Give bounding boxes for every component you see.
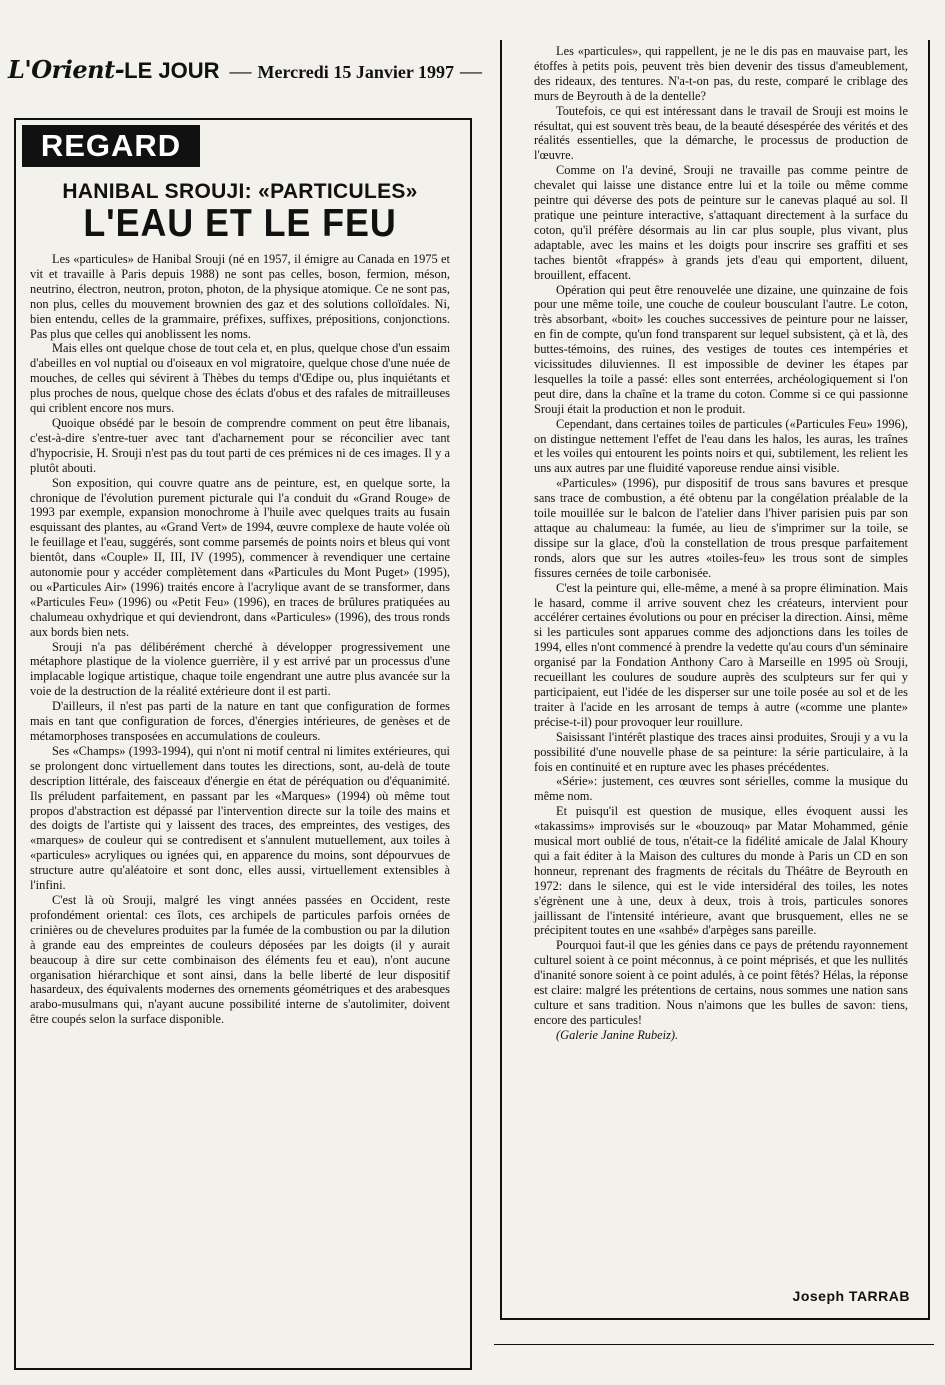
paragraph: D'ailleurs, il n'est pas parti de la nature en tant que configuration de formes mais en tant que configuration de forces, d'énergies intérieures, de genèses et de métamorphoses transposées en accumulations de couleurs. (30, 699, 450, 743)
paragraph: «Série»: justement, ces œuvres sont sérielles, comme la musique du même nom. (534, 774, 908, 804)
paragraph: Comme on l'a deviné, Srouji ne travaille pas comme peintre de chevalet qui laisse une distance entre lui et la toile ou même comme peintre qui déverse des pots de peinture sur le canevas plaqué au sol. Il pratique une peinture interactive, s'attaquant directement à la surface du coton, qu'il préfère désormais au lin car plus souple, plus vivant, plus adaptable, avec les mains et les doigts pour inscrire ses graffiti et ses taches bientôt «frappés» à grands jets d'eau qui emportent, diluent, brouillent, effacent. (534, 163, 908, 282)
author-byline: Joseph TARRAB (792, 1288, 910, 1304)
paragraph: «Particules» (1996), pur dispositif de trous sans bavures et presque sans trace de combustion, a été obtenu par la congélation préalable de la toile mouillée sur le balcon de l'atelier dans l'hiver parisien puis par son attaque au chalumeau: la fumée, au lieu de s'imprimer sur la toile, se dissipe sur la glace, d'où la constellation de trous presque parfaitement ronds, alors que sur les autres «toiles-feu» les trous sont de simples fissures cernées de toile carbonisée. (534, 476, 908, 580)
headline-title: L'EAU ET LE FEU (83, 202, 397, 245)
paper-name-orient: L'Orient- (8, 55, 125, 84)
paragraph: Mais elles ont quelque chose de tout cela et, en plus, quelque chose d'un essaim d'abeilles en vol nuptial ou d'oiseaux en vol migratoire, quelque chose d'une nuée de mouches, de celles qui sévirent à Thèbes du temps d'Œdipe ou, plus inquiétants et plus proches de nous, quelque chose des éclats d'obus et des rafales de mitrailleuses qui criblent encore nos murs. (30, 341, 450, 416)
bottom-rule (494, 1344, 934, 1345)
gallery-credit: (Galerie Janine Rubeiz). (556, 1027, 679, 1042)
paragraph: Opération qui peut être renouvelée une dizaine, une quinzaine de fois pour une même toile, une couche de couleur bousculant l'autre. Le coton, très absorbant, «boit» les couches successives de peinture pour ne laisser, en fin de compte, qu'un fond transparent sur lequel subsistent, çà et là, des buttes-témoins, des ruines, des vestiges de toutes ces intempéries et vicissitudes diluviennes. Il est impossible de deviner les étapes par lesquelles la toile a passé: elles sont enterrées, archéologiquement si l'on peut dire, dans la chaîne et la trame du coton. Comme si ce qui passionne Srouji était la production et non le produit. (534, 282, 908, 416)
paragraph: Ses «Champs» (1993-1994), qui n'ont ni motif central ni limites extérieures, qui se prolongent donc virtuellement dans toutes les directions, sont, au-delà de toute description littérale, des faisceaux d'énergie en état de péréquation ou d'équanimité. Ils préludent parfaitement, en passant par les «Marques» (1994) où même tout propos d'abstraction est dépassé par l'intervention directe sur la toile des mains et des doigts de l'artiste qui y laissent des traces, des empreintes, des vestiges, des «marques» de couleur qui se contredisent et s'annulent mutuellement, aux toiles à «particules» acryliques ou ignées qui, en apparence du moins, sont dépourvues de structure autre qu'aléatoire et sont donc, elles aussi, virtuellement extensibles à l'infini. (30, 743, 450, 893)
paragraph: Pourquoi faut-il que les génies dans ce pays de prétendu rayonnement culturel soient à ce point méconnus, à ce point méprisés, et que les nullités d'inanité sonore soient à ce point adulés, à ce point fêtés? Hélas, la réponse est claire: malgré les prétentions de certains, nous sommes une nation sans culture et sans tradition. Nous n'aimons que les bulles de savon: tiens, encore des particules! (534, 938, 908, 1027)
paragraph: Saisissant l'intérêt plastique des traces ainsi produites, Srouji y a vu la possibilité d'une nouvelle phase de sa peinture: la série particulaire, à la fois en continuité et en rupture avec les phases précédentes. (534, 729, 908, 774)
masthead-dash: — (229, 58, 252, 83)
paper-name-lejour: LE JOUR (124, 58, 220, 83)
paragraph: C'est la peinture qui, elle-même, a mené à sa propre élimination. Mais le hasard, comme il arrive souvent chez les créateurs, intervient pour accélérer certaines évolutions ou pour en préciser la direction. Ainsi, même si les particules sont apparues comme des adjonctions dans les toiles de 1994, elles n'ont commencé à prendre la vedette qu'au cours d'un séminaire organisé par la Fondation Anthony Caro à Marseille en 1995 où Srouji, recueillant les coulures de soudure auprès des sculpteurs sur fer qui y participaient, eut l'idée de les disperser sur une toile posée au sol et de les traiter à l'acide en les arrosant de temps à autre («comme une plante» précise-t-il) pour provoquer leur rouillure. (534, 580, 908, 729)
section-label: REGARD (22, 125, 200, 167)
paragraph: Les «particules» de Hanibal Srouji (né en 1957, il émigre au Canada en 1975 et vit et travaille à Paris depuis 1988) ne sont pas celles, boson, fermion, méson, neutrino, électron, neutron, proton, photon, de la physique atomique. Ce ne sont pas, non plus, celles du mouvement brownien des gaz et des solutions colloïdales. Ni, bien entendu, celles de la grammaire, préfixes, suffixes, prépositions, conjonctions. Pas plus que celles qui anoblissent les noms. (30, 252, 450, 341)
paragraph: Toutefois, ce qui est intéressant dans le travail de Srouji est moins le résultat, qui est souvent très beau, de la beauté désespérée des vérités et des réalités essentielles, que la démarche, le processus de production de l'œuvre. (534, 103, 908, 163)
masthead-dash-end: — (459, 58, 482, 83)
paragraph: Quoique obsédé par le besoin de comprendre comment on peut être libanais, c'est-à-dire s'entre-tuer avec tant d'acharnement pour se réconcilier avec tant d'hypocrisie, H. Srouji n'est pas du tout parti de ces prémices ni de ces images. Il y a plutôt abouti. (30, 415, 450, 475)
article-column-right (534, 44, 908, 1043)
article-column-left (30, 252, 450, 1027)
paragraph: Srouji n'a pas délibérément cherché à développer progressivement une métaphore plastique de la violence guerrière, il y est arrivé par un processus d'une implacable logique artistique, chaque toile engendrant une autre plus avancée sur la voie de la destruction de la réalité extérieure dont il est parti. (30, 639, 450, 699)
issue-date: Mercredi 15 Janvier 1997 (257, 62, 454, 82)
masthead (8, 55, 482, 85)
paragraph: Cependant, dans certaines toiles de particules («Particules Feu» 1996), on distingue nettement l'effet de l'eau dans les halos, les auras, les traînes et les voiles qui entourent les points noirs et qui, subtilement, les relient les uns aux autres par une fluidité vaporeuse rendue ainsi visible. (534, 416, 908, 476)
paragraph: C'est là où Srouji, malgré les vingt années passées en Occident, reste profondément oriental: ces îlots, ces archipels de particules parfois ornées de crinières ou de chevelures produites par la fumée de la combustion ou par la dilution à grande eau des empreintes de couleurs déposées par les doigts (il y aurait beaucoup à dire sur cette combinaison des éléments feu et eau), n'ont aucune organisation hiérarchique et sont ainsi, dans la belle liberté de leur dispositif hasardeux, des équivalents modernes des ornements géométriques et des arabesques arabo-musulmans qui, n'ayant aucune possibilité interne de s'autolimiter, doivent être coupés selon la surface disponible. (30, 892, 450, 1027)
paragraph: Les «particules», qui rappellent, je ne le dis pas en mauvaise part, les étoffes à petits pois, peuvent très bien devenir des tissus d'ameublement, des rideaux, des tentures. N'a-t-on pas, du reste, comparé le criblage des murs de Beyrouth à de la dentelle? (534, 44, 908, 103)
headline-kicker: HANIBAL SROUJI: «PARTICULES» (62, 180, 418, 203)
paragraph: Et puisqu'il est question de musique, elles évoquent aussi les «takassims» improvisés sur le «bouzouq» par Matar Mohammed, génie musical mort oublié de tous, n'était-ce la fidélité amicale de Jalal Khoury qui a fait éditer à la Maison des cultures du monde à Paris un CD en son honneur, reprenant des fragments de récitals du Théâtre de Beyrouth en 1972: dans le silence, qui est le vide intersidéral des toiles, les notes s'égrènent une à une, deux à deux, trois à trois, particules sonores jaillissant de l'intensité intérieure, avant que brusquement, elles ne se précipitent toutes en une «sahbé» d'arpèges sans pareille. (534, 804, 908, 938)
paragraph: Son exposition, qui couvre quatre ans de peinture, est, en quelque sorte, la chronique de l'évolution purement picturale qui l'a conduit du «Grand Rouge» de 1993 par exemple, expansion monochrome à l'huile avec quelques traits au fusain esquissant des plantes, au «Grand Vert» de 1994, œuvre complexe de haute volée où le feuillage et l'eau, suggérés, sont comme parsemés de points noirs et bleus qui vont bientôt, dans «Couple» II, III, IV (1995), commencer à revendiquer une certaine autonomie pour y accéder complètement dans «Particules du Mont Puget» (1995), ou «Particules Air» (1996) traités encore à l'acrylique avant de se transformer, dans «Particules Feu» (1996) ou «Petit Feu» (1996), en traces de brûlures pratiquées au chalumeau oxhydrique et qui deviendront, dans «Particules» (1996), des trous ronds aux bords bien nets. (30, 475, 450, 639)
